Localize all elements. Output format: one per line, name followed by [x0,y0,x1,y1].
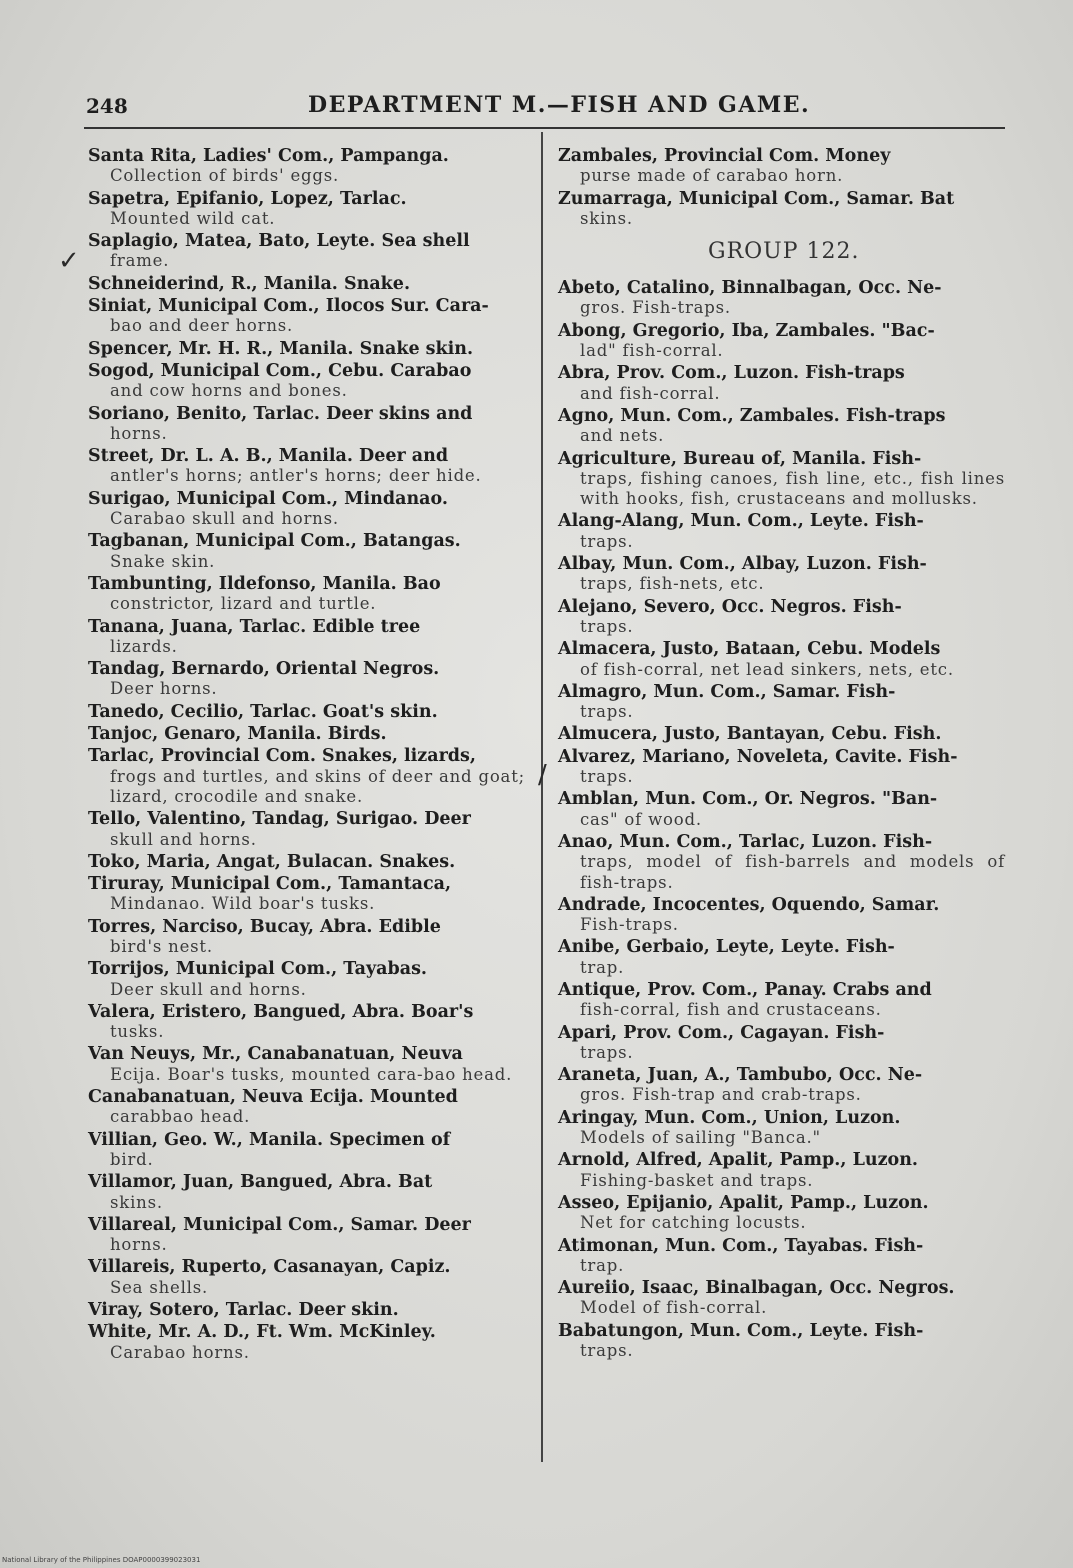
exhibitor-name: Surigao, Municipal Com., Mindanao. [88,488,448,509]
exhibit-description: bird's nest. [110,936,213,956]
catalog-entry [558,1023,1005,1064]
exhibit-description: Fish-traps. [580,915,679,935]
exhibit-description: Collection of birds' eggs. [110,166,340,186]
catalog-entry [558,747,1005,788]
exhibit-description: Deer skull and horns. [110,979,307,999]
exhibitor-name: Soriano, Benito, Tarlac. Deer skins and [88,403,473,424]
exhibitor-name: Toko, Maria, Angat, Bulacan. Snakes. [88,851,456,872]
catalog-entry [88,361,525,402]
exhibitor-name: Almacera, Justo, Bataan, Cebu. Models [558,639,941,660]
catalog-entry [558,406,1005,447]
exhibitor-name: Abong, Gregorio, Iba, Zambales. "Bac- [558,320,935,341]
page-number: 248 [86,94,128,118]
exhibit-description: trap. [580,1255,625,1275]
catalog-entry [88,1087,525,1128]
catalog-entry [558,1065,1005,1106]
exhibitor-name: Zumarraga, Municipal Com., Samar. Bat [558,188,955,209]
exhibitor-name: Van Neuys, Mr., Canabanatuan, Neuva [88,1044,463,1065]
exhibitor-name: Santa Rita, Ladies' Com., Pampanga. [88,146,449,166]
exhibitor-name: Villian, Geo. W., Manila. Specimen of [88,1129,451,1150]
catalog-entry [558,554,1005,595]
catalog-entry [558,146,1005,187]
exhibitor-name: White, Mr. A. D., Ft. Wm. McKinley. [88,1322,436,1343]
exhibit-description: fish-corral, fish and crustaceans. [580,1000,882,1020]
exhibit-description: horns. [110,1235,168,1255]
exhibitor-name: Tandag, Bernardo, Oriental Negros. [88,659,440,680]
catalog-entry [558,937,1005,978]
pencil-mark-icon: / [538,760,547,790]
catalog-entry [88,1257,525,1298]
exhibit-description: lizards. [110,636,178,656]
exhibit-description: skins. [110,1192,163,1212]
exhibitor-name: Babatungon, Mun. Com., Leyte. Fish- [558,1320,924,1341]
catalog-entry [558,449,1005,510]
exhibit-description: lad" fish-corral. [580,341,724,361]
catalog-entry [88,809,525,850]
right-column [558,146,1005,1363]
exhibitor-name: Almagro, Mun. Com., Samar. Fish- [558,681,896,702]
exhibitor-name: Amblan, Mun. Com., Or. Negros. "Ban- [558,789,938,810]
exhibitor-name: Sogod, Municipal Com., Cebu. Carabao [88,360,472,381]
exhibitor-name: Andrade, Incocentes, Oquendo, Samar. [558,894,940,915]
exhibitor-name: Anibe, Gerbaio, Leyte, Leyte. Fish- [558,937,895,958]
catalog-entry [88,339,525,359]
exhibitor-name: Villamor, Juan, Bangued, Abra. Bat [88,1172,433,1193]
exhibit-description: and nets. [580,426,665,446]
exhibitor-name: Aureiio, Isaac, Binalbagan, Occ. Negros. [558,1278,955,1299]
exhibit-description: bird. [110,1149,154,1169]
exhibitor-name: Agriculture, Bureau of, Manila. Fish- [558,448,922,469]
exhibit-description: traps. [580,531,634,551]
catalog-entry [88,874,525,915]
exhibit-description: cas" of wood. [580,809,702,829]
catalog-entry [558,363,1005,404]
exhibit-description: traps, fishing canoes, fish line, etc., fish lines with hooks, fish, crustaceans and mollusks. [580,468,1005,509]
exhibitor-name: Viray, Sotero, Tarlac. Deer skin. [88,1300,399,1321]
catalog-entry [88,189,525,230]
exhibitor-name: Asseo, Epijanio, Apalit, Pamp., Luzon. [558,1192,929,1213]
exhibit-description: Snake skin. [110,551,216,571]
exhibitor-name: Atimonan, Mun. Com., Tayabas. Fish- [558,1235,924,1256]
catalog-entry [558,639,1005,680]
header-rule [84,127,1005,129]
exhibit-description: tusks. [110,1022,165,1042]
exhibit-description: frogs and turtles, and skins of deer and goat; lizard, crocodile and snake. [110,766,525,806]
exhibitor-name: Saplagio, Matea, Bato, Leyte. Sea shell [88,231,470,252]
catalog-entry [558,1193,1005,1234]
catalog-entry [88,724,525,744]
exhibitor-name: Agno, Mun. Com., Zambales. Fish-traps [558,405,946,426]
catalog-entry [88,852,525,872]
catalog-entry [558,789,1005,830]
exhibitor-name: Valera, Eristero, Bangued, Abra. Boar's [88,1001,474,1022]
exhibitor-name: Abeto, Catalino, Binnalbagan, Occ. Ne- [558,278,942,299]
exhibitor-name: Street, Dr. L. A. B., Manila. Deer and [88,446,449,467]
exhibit-description: bao and deer horns. [110,316,294,336]
exhibitor-name: Abra, Prov. Com., Luzon. Fish-traps [558,363,905,384]
catalog-entry [88,1002,525,1043]
exhibit-description: Mindanao. Wild boar's tusks. [110,894,376,914]
exhibitor-name: Siniat, Municipal Com., Ilocos Sur. Cara- [88,296,489,317]
exhibitor-name: Arnold, Alfred, Apalit, Pamp., Luzon. [558,1150,919,1171]
exhibit-description: traps. [580,1042,634,1062]
exhibitor-name: Torrijos, Municipal Com., Tayabas. [88,959,428,980]
exhibit-description: purse made of carabao horn. [580,166,844,186]
exhibit-description: Mounted wild cat. [110,208,276,228]
catalog-entry [558,1150,1005,1191]
catalog-entry [88,1130,525,1171]
catalog-entry [558,278,1005,319]
exhibit-description: antler's horns; antler's horns; deer hide. [110,466,482,486]
exhibitor-name: Tanedo, Cecilio, Tarlac. Goat's skin. [88,701,438,722]
footer-credit: National Library of the Philippines DOAP0000399023031 [2,1556,201,1564]
exhibit-description: Carabao horns. [110,1342,250,1362]
exhibitor-name: Villareis, Ruperto, Casanayan, Capiz. [88,1257,451,1278]
catalog-entry [88,1300,525,1320]
catalog-entry [558,980,1005,1021]
exhibitor-name: Almucera, Justo, Bantayan, Cebu. Fish. [558,724,942,745]
exhibit-description: traps, fish-nets, etc. [580,574,765,594]
exhibitor-name: Canabanatuan, Neuva Ecija. Mounted [88,1087,458,1108]
exhibit-description: skins. [580,208,633,228]
exhibitor-name: Tanana, Juana, Tarlac. Edible tree [88,616,421,637]
catalog-entry [558,1278,1005,1319]
catalog-entry [558,1108,1005,1149]
catalog-entry [88,146,525,187]
exhibitor-name: Antique, Prov. Com., Panay. Crabs and [558,979,932,1000]
exhibitor-name: Tarlac, Provincial Com. Snakes, lizards, [88,746,476,767]
exhibitor-name: Alang-Alang, Mun. Com., Leyte. Fish- [558,511,924,532]
exhibit-description: frame. [110,251,170,271]
exhibitor-name: Araneta, Juan, A., Tambubo, Occ. Ne- [558,1065,923,1086]
exhibitor-name: Alejano, Severo, Occ. Negros. Fish- [558,596,902,617]
catalog-entry [88,959,525,1000]
page-title: DEPARTMENT M.—FISH AND GAME. [308,92,811,118]
catalog-entry [558,1321,1005,1362]
catalog-entry [88,917,525,958]
exhibitor-name: Tagbanan, Municipal Com., Batangas. [88,531,461,552]
catalog-entry [88,489,525,530]
catalog-entry [558,189,1005,230]
catalog-entry [88,446,525,487]
exhibit-description: traps. [580,767,634,787]
catalog-entry [88,1172,525,1213]
exhibit-description: Sea shells. [110,1277,209,1297]
catalog-entry [88,1044,525,1085]
exhibitor-name: Tambunting, Ildefonso, Manila. Bao [88,573,441,594]
catalog-entry [558,511,1005,552]
exhibitor-name: Anao, Mun. Com., Tarlac, Luzon. Fish- [558,831,933,852]
catalog-entry [88,231,525,272]
catalog-entry [558,597,1005,638]
exhibit-description: Fishing-basket and traps. [580,1170,814,1190]
exhibit-description: Net for catching locusts. [580,1213,807,1233]
exhibit-description: Model of fish-corral. [580,1298,768,1318]
catalog-entry [558,895,1005,936]
catalog-entry [88,574,525,615]
catalog-entry [558,682,1005,723]
exhibitor-name: Torres, Narciso, Bucay, Abra. Edible [88,916,441,937]
catalog-entry [88,702,525,722]
exhibit-description: gros. Fish-traps. [580,298,731,318]
exhibitor-name: Tiruray, Municipal Com., Tamantaca, [88,874,452,895]
group-heading: GROUP 122. [708,239,860,265]
check-mark-icon: ✓ [58,246,80,276]
exhibitor-name: Villareal, Municipal Com., Samar. Deer [88,1214,471,1235]
exhibit-description: Deer horns. [110,679,218,699]
exhibitor-name: Alvarez, Mariano, Noveleta, Cavite. Fish- [558,746,958,767]
catalog-entry [558,1236,1005,1277]
catalog-entry [88,296,525,337]
exhibitor-name: Apari, Prov. Com., Cagayan. Fish- [558,1022,885,1043]
left-column [88,146,525,1365]
catalog-entry [88,746,525,807]
catalog-entry [558,832,1005,893]
catalog-entry [88,404,525,445]
exhibit-description: traps. [580,702,634,722]
exhibit-description: constrictor, lizard and turtle. [110,594,377,614]
exhibit-description: horns. [110,423,168,443]
exhibit-description: traps, model of fish-barrels and models of fish-traps. [580,852,1005,892]
exhibit-description: skull and horns. [110,829,257,849]
exhibitor-name: Tello, Valentino, Tandag, Surigao. Deer [88,809,471,830]
exhibit-description: Ecija. Boar's tusks, mounted cara-bao head. [110,1064,513,1084]
catalog-entry [558,321,1005,362]
exhibit-description: Carabao skull and horns. [110,509,339,529]
exhibitor-name: Spencer, Mr. H. R., Manila. Snake skin. [88,338,474,359]
catalog-entry [88,1322,525,1363]
exhibit-description: and fish-corral. [580,383,721,403]
catalog-entry [88,617,525,658]
catalog-entry [88,274,525,294]
exhibit-description: of fish-corral, net lead sinkers, nets, etc. [580,659,954,679]
exhibitor-name: Albay, Mun. Com., Albay, Luzon. Fish- [558,554,927,575]
exhibit-description: carabbao head. [110,1107,251,1127]
catalog-entry [88,531,525,572]
exhibit-description: traps. [580,616,634,636]
exhibitor-name: Sapetra, Epifanio, Lopez, Tarlac. [88,188,407,209]
exhibit-description: traps. [580,1341,634,1361]
catalog-entry [88,1215,525,1256]
exhibitor-name: Tanjoc, Genaro, Manila. Birds. [88,724,387,745]
exhibit-description: Models of sailing "Banca." [580,1128,821,1148]
exhibitor-name: Zambales, Provincial Com. Money [558,146,891,166]
column-divider [541,132,543,1462]
exhibit-description: and cow horns and bones. [110,381,348,401]
catalog-entry [558,724,1005,744]
exhibitor-name: Aringay, Mun. Com., Union, Luzon. [558,1107,901,1128]
exhibitor-name: Schneiderind, R., Manila. Snake. [88,273,411,294]
exhibit-description: gros. Fish-trap and crab-traps. [580,1085,862,1105]
catalog-entry [88,659,525,700]
exhibit-description: trap. [580,957,625,977]
